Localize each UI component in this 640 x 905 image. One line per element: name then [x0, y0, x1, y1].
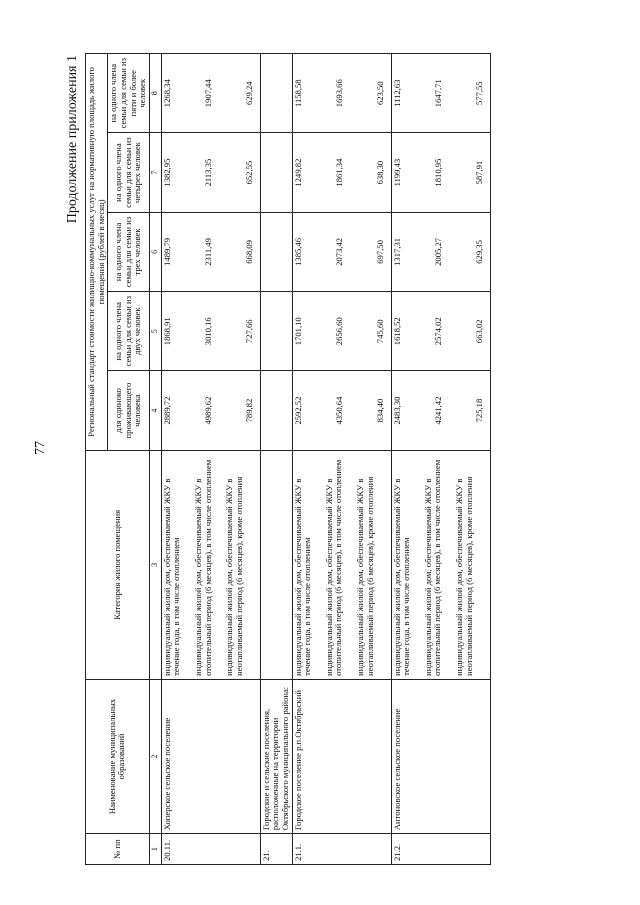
- value-cell: [292, 212, 391, 291]
- value-cell: [260, 212, 292, 291]
- cost-value: 2889,72: [161, 396, 172, 425]
- cost-value: 1618,52: [391, 317, 402, 346]
- table-row: [292, 54, 391, 865]
- cost-value: 1861,34: [333, 158, 344, 187]
- cost-value: 789,82: [243, 398, 254, 423]
- cost-value: 4241,42: [432, 396, 443, 425]
- header-name: Наименование муниципальных образований: [86, 679, 150, 833]
- table-body: [161, 54, 490, 865]
- cost-value: 1249,82: [292, 158, 303, 187]
- column-number: 8: [149, 54, 161, 133]
- cost-value: 2656,60: [333, 317, 344, 346]
- cost-value: 1317,31: [391, 237, 402, 266]
- row-number: 21.2.: [391, 834, 490, 865]
- housing-category: индивидуальный жилой дом, обеспечиваемый ЖКУ в отопительный период (6 месяцев), в том числе отоплением: [323, 459, 344, 676]
- header-sub-single: для одиноко проживающего человека: [108, 371, 150, 450]
- column-number: 5: [149, 292, 161, 371]
- category-cell: [161, 450, 260, 679]
- cost-value: 1489,79: [161, 237, 172, 266]
- cost-value: 1868,91: [161, 317, 172, 346]
- housing-category: индивидуальный жилой дом, обеспечиваемый ЖКУ в неотапливаемый период (6 месяцев), кроме отопления: [224, 476, 244, 676]
- column-number: 3: [149, 450, 161, 679]
- table-row: [260, 54, 292, 865]
- value-cell: [292, 54, 391, 133]
- column-number: 4: [149, 371, 161, 450]
- row-number: 21.: [260, 834, 292, 865]
- cost-value: 587,91: [473, 160, 484, 185]
- cost-value: 1701,10: [292, 317, 303, 346]
- value-cell: [391, 54, 490, 133]
- cost-value: 577,55: [473, 81, 484, 106]
- housing-category: индивидуальный жилой дом, обеспечиваемый ЖКУ в течение года, в том числе отоплением: [391, 478, 412, 676]
- table-row: [391, 54, 490, 865]
- cost-value: 1647,71: [432, 79, 443, 108]
- cost-value: 727,66: [243, 319, 254, 344]
- cost-value: 697,50: [374, 240, 385, 264]
- cost-value: 745,60: [374, 319, 385, 344]
- cost-value: 1112,63: [391, 79, 402, 107]
- cost-value: 2113,35: [202, 158, 213, 187]
- housing-cost-table: [85, 53, 491, 865]
- cost-value: 629,24: [243, 81, 254, 106]
- cost-value: 4350,64: [333, 396, 344, 425]
- cost-value: 2574,02: [432, 317, 443, 346]
- value-cell: [391, 292, 490, 371]
- appendix-subtitle: Продолжение приложения 1: [65, 55, 80, 224]
- page-number: 77: [33, 441, 48, 455]
- cost-value: 2483,30: [391, 396, 402, 425]
- cost-value: 1158,58: [292, 79, 303, 108]
- value-cell: [161, 212, 260, 291]
- header-sub-five: на одного члена семьи для семьи из пяти и более человек: [108, 54, 150, 133]
- value-cell: [260, 371, 292, 450]
- cost-value: 3010,16: [202, 317, 213, 346]
- cost-value: 638,30: [374, 160, 385, 185]
- column-number: 7: [149, 133, 161, 212]
- value-cell: [260, 292, 292, 371]
- cost-value: 2592,52: [292, 396, 303, 425]
- category-cell: [391, 450, 490, 679]
- value-cell: [161, 133, 260, 212]
- row-number: 21.1.: [292, 834, 391, 865]
- cost-value: 1693,66: [333, 79, 344, 108]
- value-cell: [391, 212, 490, 291]
- value-cell: [292, 371, 391, 450]
- header-sub-three: на одного члена семьи для семьи из трех человек: [108, 212, 150, 291]
- table-row: [161, 54, 260, 865]
- value-cell: [292, 133, 391, 212]
- cost-value: 2311,49: [202, 238, 213, 266]
- cost-value: 1268,34: [161, 79, 172, 108]
- row-number: 20.11.: [161, 834, 260, 865]
- value-cell: [391, 133, 490, 212]
- cost-value: 1385,46: [292, 237, 303, 266]
- cost-value: 2073,42: [333, 237, 344, 266]
- cost-value: 4989,62: [202, 396, 213, 425]
- header-sub-four: на одного члена семьи для семьи из четырех человек: [108, 133, 150, 212]
- cost-value: 623,50: [374, 81, 385, 106]
- municipality-name: Городское поселение р.п.Октябрьский: [292, 679, 391, 833]
- cost-value: 1199,43: [391, 158, 402, 187]
- housing-category: индивидуальный жилой дом, обеспечиваемый ЖКУ в течение года, в том числе отоплением: [161, 478, 182, 676]
- value-cell: [161, 371, 260, 450]
- cost-value: 725,18: [473, 398, 484, 423]
- cost-value: 629,35: [473, 240, 484, 264]
- value-cell: [260, 54, 292, 133]
- housing-category: индивидуальный жилой дом, обеспечиваемый ЖКУ в отопительный период (6 месяцев), в том числе отоплением: [422, 459, 443, 676]
- header-sub-two: на одного члена семьи для семьи из двух человек: [108, 292, 150, 371]
- column-numbers-row: [149, 54, 161, 865]
- cost-value: 834,40: [374, 398, 385, 423]
- value-cell: [391, 371, 490, 450]
- column-number: 6: [149, 212, 161, 291]
- value-cell: [260, 133, 292, 212]
- cost-value: 652,55: [243, 160, 254, 185]
- cost-value: 1810,95: [432, 158, 443, 187]
- header-no: № пп: [86, 834, 150, 865]
- rotated-page-content: [65, 45, 590, 865]
- municipality-name: Хоперское сельское поселение: [161, 679, 260, 833]
- municipality-name: Антоновское сельское поселение: [391, 679, 490, 833]
- cost-value: 1907,44: [202, 79, 213, 108]
- category-cell: [292, 450, 391, 679]
- cost-value: 668,09: [243, 240, 254, 264]
- housing-category: индивидуальный жилой дом, обеспечиваемый ЖКУ в неотапливаемый период (6 месяцев), кроме отопления: [355, 476, 375, 676]
- municipality-name: Городские и сельские поселения, расположенные на территории Октябрьского муниципального района:: [260, 679, 292, 833]
- category-cell: [260, 450, 292, 679]
- cost-value: 2005,27: [432, 237, 443, 266]
- housing-category: индивидуальный жилой дом, обеспечиваемый ЖКУ в неотапливаемый период (6 месяцев), кроме отопления: [454, 476, 474, 676]
- cost-value: 663,02: [473, 319, 484, 344]
- header-standard: Региональный стандарт стоимости жилищно-коммунальных услуг на нормативную площадь жилого помещения (рублей в месяц): [86, 54, 108, 451]
- value-cell: [292, 292, 391, 371]
- value-cell: [161, 292, 260, 371]
- housing-category: индивидуальный жилой дом, обеспечиваемый ЖКУ в течение года, в том числе отоплением: [292, 478, 313, 676]
- column-number: 2: [149, 679, 161, 833]
- header-category: Категория жилого помещения: [86, 450, 150, 679]
- column-number: 1: [149, 834, 161, 865]
- value-cell: [161, 54, 260, 133]
- housing-category: индивидуальный жилой дом, обеспечиваемый ЖКУ в отопительный период (6 месяцев), в том числе отоплением: [192, 459, 213, 676]
- cost-value: 1382,95: [161, 158, 172, 187]
